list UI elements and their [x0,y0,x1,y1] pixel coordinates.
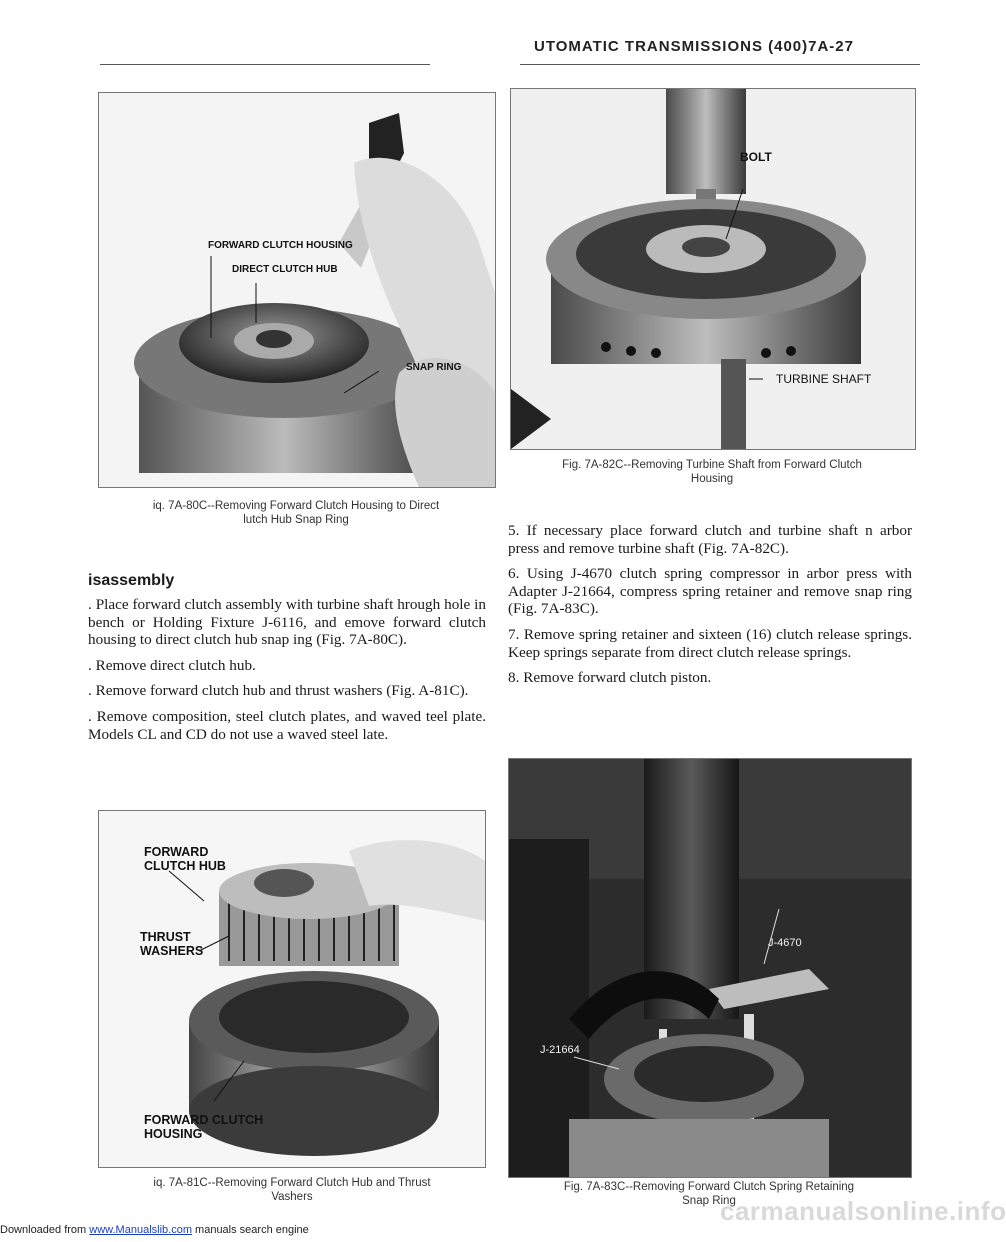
footer-prefix: Downloaded from [0,1224,90,1236]
paragraph: . Remove forward clutch hub and thrust washers (Fig. A-81C). [88,682,469,700]
label-forward-clutch-housing-81: FORWARD CLUTCH HOUSING [144,1113,264,1141]
paragraph: 5. If necessary place forward clutch and turbine shaft n arbor press and remove turbine shaft (Fig. 7A-82C). [508,522,912,557]
label-direct-clutch-hub: DIRECT CLUTCH HUB [232,264,338,275]
paragraph: . Remove composition, steel clutch plates, and waved teel plate. Models CL and CD do not use a waved steel late. [88,707,486,743]
paragraph: 6. Using J-4670 clutch spring compressor in arbor press with Adapter J-21664, compress spring retainer and remove snap ring (Fig. 7A-83C). [508,565,912,618]
page-header: UTOMATIC TRANSMISSIONS (400)7A-27 [534,38,854,55]
right-column-text [508,522,912,695]
paragraph: 7. Remove spring retainer and sixteen (16) clutch release springs. Keep springs separate from direct clutch release springs. [508,625,912,661]
download-footer [0,1224,309,1236]
footer-suffix: manuals search engine [191,1224,309,1236]
label-snap-ring: SNAP RING [406,362,462,373]
watermark: carmanualsonline.info [720,1196,1006,1226]
label-j21664: J-21664 [540,1044,580,1056]
figure-82c-photo [510,88,916,450]
figure-80c-caption: iq. 7A-80C--Removing Forward Clutch Housing to Direct lutch Hub Snap Ring [152,500,440,526]
figure-82c-caption: Fig. 7A-82C--Removing Turbine Shaft from Forward Clutch Housing [562,459,862,485]
left-column-text [88,596,486,751]
figure-81c-caption: iq. 7A-81C--Removing Forward Clutch Hub and Thrust Vashers [153,1177,431,1203]
section-heading: isassembly [88,572,175,589]
figure-83c-photo [508,758,912,1178]
manualslib-link[interactable]: www.Manualslib.com [89,1224,192,1236]
header-rule [100,64,430,65]
label-turbine-shaft: TURBINE SHAFT [776,372,872,386]
paragraph: . Place forward clutch assembly with turbine shaft hrough hole in bench or Holding Fixture J-6116, and emove forward clutch housing to direct clutch hub snap ing (Fig. 7A-80C). [88,596,486,649]
label-forward-clutch-housing: FORWARD CLUTCH HOUSING [208,240,353,251]
figure-80c-photo [98,92,496,488]
label-j4670: J-4670 [768,937,802,949]
figure-83c-caption: Fig. 7A-83C--Removing Forward Clutch Spring Retaining Snap Ring [563,1181,855,1207]
label-thrust-washers: THRUST WASHERS [140,930,204,958]
label-forward-clutch-hub: FORWARD CLUTCH HUB [144,845,226,873]
label-bolt: BOLT [740,150,772,164]
paragraph: 8. Remove forward clutch piston. [508,669,712,687]
header-rule [520,64,920,65]
paragraph: . Remove direct clutch hub. [88,656,256,674]
